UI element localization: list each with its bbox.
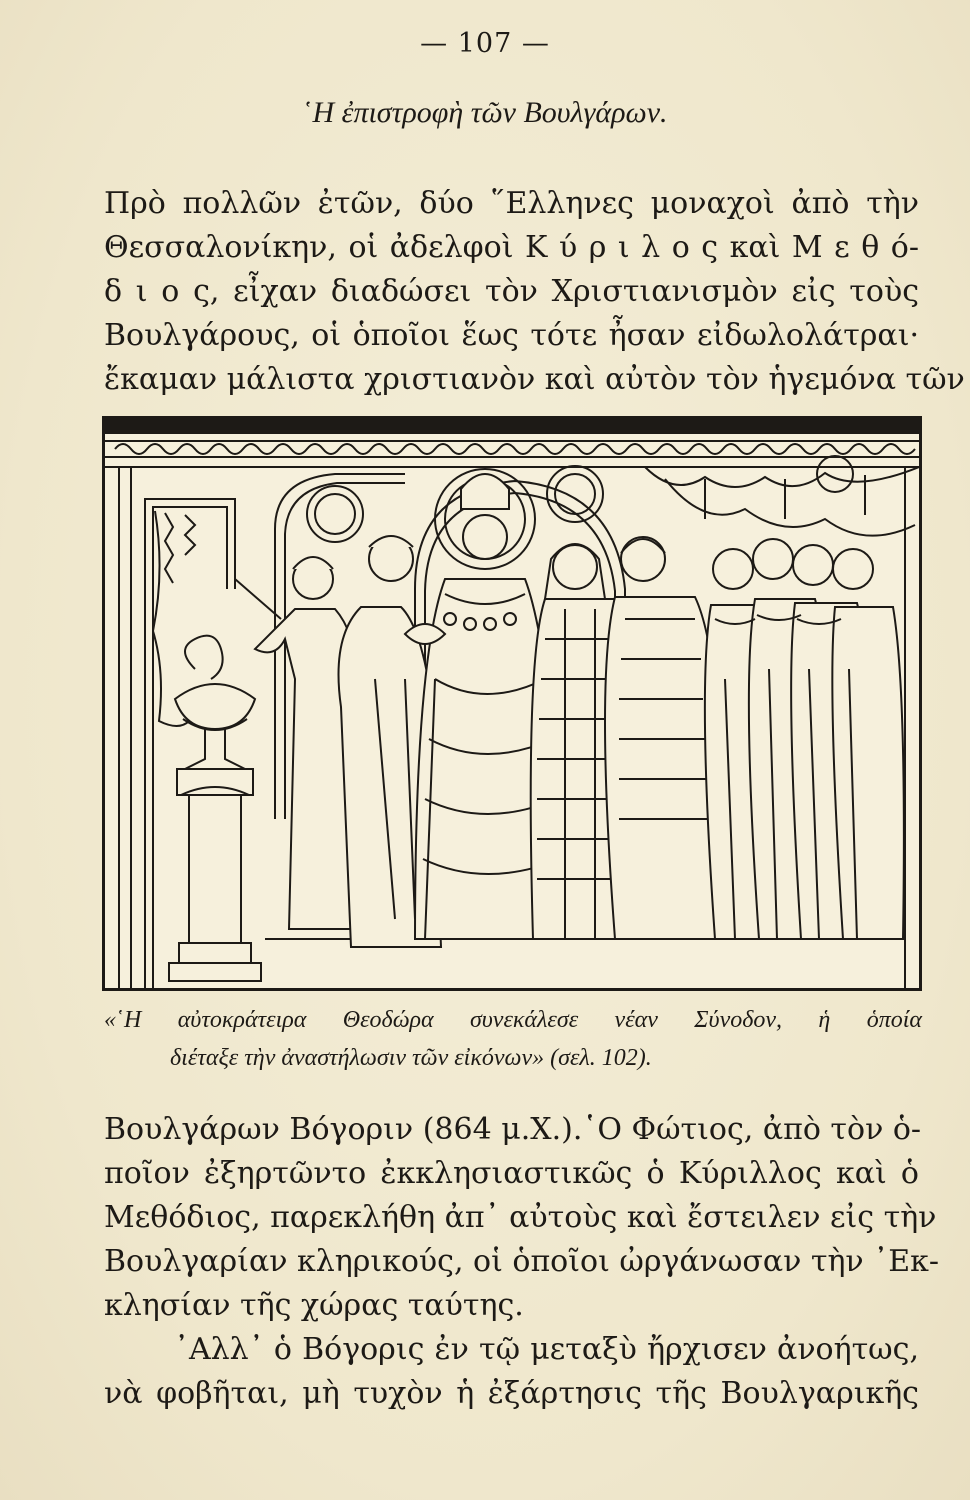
figure-caption-line-2: διέταξε τὴν ἀναστήλωσιν τῶν εἰκόνων» (σελ. 102).	[170, 1045, 652, 1071]
text-line: δ ι ο ς, εἶχαν διαδώσει τὸν Χριστιανισμὸν εἰς τοὺς	[104, 274, 919, 309]
text-line: νὰ φοβῆται, μὴ τυχὸν ἡ ἐξάρτησις τῆς Βουλγαρικῆς	[104, 1376, 919, 1411]
illustration-theodora-synod	[102, 416, 922, 991]
text-line: κλησίαν τῆς χώρας ταύτης.	[104, 1288, 524, 1323]
text-line: Βουλγάρων Βόγοριν (864 μ.Χ.).῾Ο Φώτιος, ἀπὸ τὸν ὁ-	[104, 1112, 922, 1147]
paragraph-3	[104, 1328, 919, 1416]
illustration-drawing	[105, 419, 919, 988]
text-line: Πρὸ πολλῶν ἐτῶν, δύο ῞Ελληνες μοναχοὶ ἀπὸ τὴν	[104, 186, 919, 221]
text-line: ἔκαμαν μάλιστα χριστιανὸν καὶ αὐτὸν τὸν ἡγεμόνα τῶν	[104, 362, 965, 397]
paragraph-1	[104, 182, 965, 402]
text-line: ᾽Αλλ᾽ ὁ Βόγορις ἐν τῷ μεταξὺ ἤρχισεν ἀνοήτως,	[174, 1332, 919, 1367]
text-line: Βουλγαρίαν κληρικούς, οἱ ὁποῖοι ὠργάνωσαν τὴν ᾽Εκ-	[104, 1244, 939, 1279]
section-heading: ῾Η ἐπιστροφὴ τῶν Βουλγάρων.	[302, 96, 668, 129]
text-line: Μεθόδιος, παρεκλήθη ἀπ᾽ αὐτοὺς καὶ ἔστειλεν εἰς τὴν	[104, 1200, 937, 1235]
text-line: Βουλγάρους, οἱ ὁποῖοι ἕως τότε ἦσαν εἰδωλολάτραι·	[104, 318, 919, 353]
page-number: — 107 —	[420, 28, 550, 59]
text-line: Θεσσαλονίκην, οἱ ἀδελφοὶ Κ ύ ρ ι λ ο ς καὶ Μ ε θ ό-	[104, 230, 919, 265]
text-line: ποῖον ἐξηρτῶντο ἐκκλησιαστικῶς ὁ Κύριλλος καὶ ὁ	[104, 1156, 919, 1191]
paragraph-2	[104, 1108, 939, 1328]
figure-caption-line-1: «῾Η αὐτοκράτειρα Θεοδώρα συνεκάλεσε νέαν Σύνοδον, ἡ ὁποία	[104, 1007, 922, 1033]
